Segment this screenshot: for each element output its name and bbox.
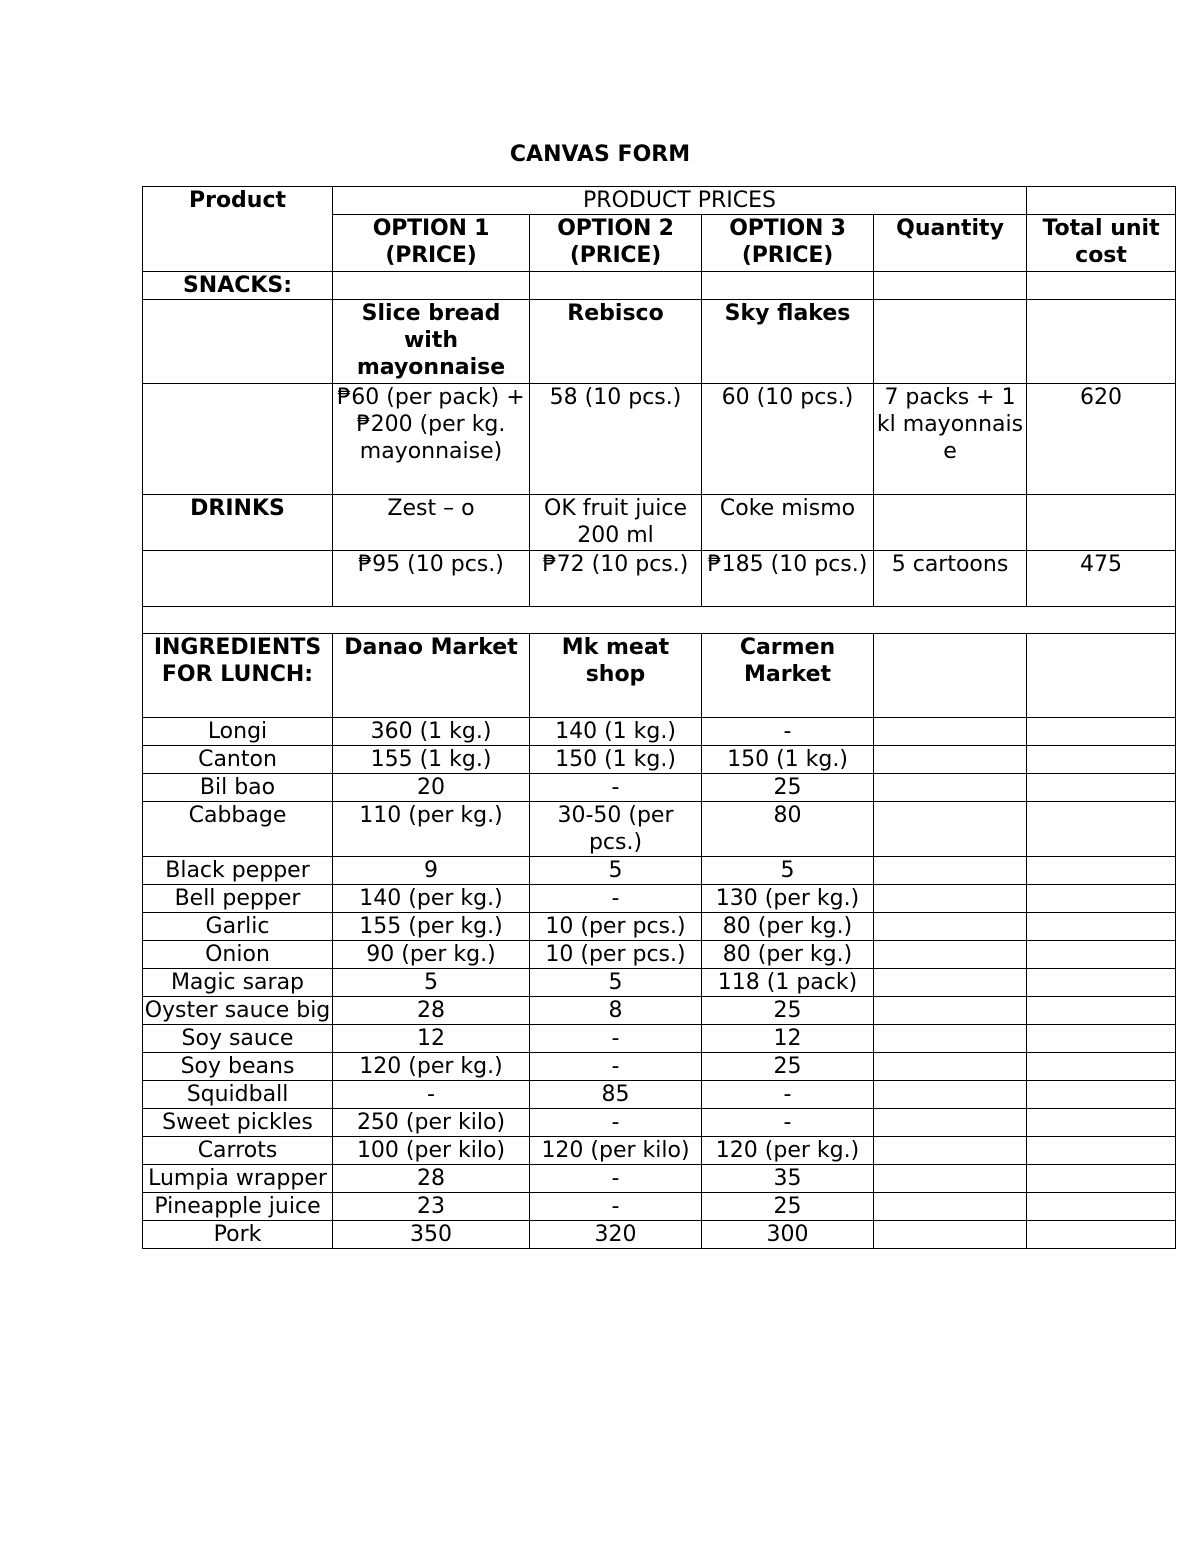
ingredient-price-option-2: 5 [530,857,702,885]
snacks-label: SNACKS: [143,272,333,300]
empty-cell [874,1165,1027,1193]
ingredient-name: Lumpia wrapper [143,1165,333,1193]
ingredient-name: Bil bao [143,774,333,802]
empty-cell [874,941,1027,969]
ingredient-price-option-2: 10 (per pcs.) [530,941,702,969]
empty-cell [874,913,1027,941]
empty-cell [1027,1221,1176,1249]
header-option-3: OPTION 3 (PRICE) [702,215,874,272]
drinks-quantity: 5 cartoons [874,551,1027,607]
ingredient-price-option-3: 35 [702,1165,874,1193]
spacer-row [143,607,1176,634]
ingredient-price-option-3: - [702,1081,874,1109]
empty-cell [1027,746,1176,774]
ingredient-price-option-2: 5 [530,969,702,997]
drink-price-3: ₱185 (10 pcs.) [702,551,874,607]
ingredient-price-option-1: 23 [333,1193,530,1221]
empty-cell [1027,1193,1176,1221]
empty-cell [1027,774,1176,802]
ingredient-row [143,746,1176,774]
canvas-table [142,186,1176,1249]
snacks-quantity: 7 packs + 1 kl mayonnaise [874,384,1027,495]
lunch-header-row [143,634,1176,718]
spacer-cell [143,607,1176,634]
ingredient-price-option-3: 12 [702,1025,874,1053]
ingredient-row [143,969,1176,997]
ingredient-price-option-1: - [333,1081,530,1109]
ingredient-price-option-3: 80 [702,802,874,857]
ingredient-price-option-1: 28 [333,1165,530,1193]
drinks-names-row [143,495,1176,551]
ingredient-price-option-2: - [530,1025,702,1053]
drinks-total: 475 [1027,551,1176,607]
empty-cell [874,1221,1027,1249]
ingredient-price-option-2: 120 (per kilo) [530,1137,702,1165]
empty-cell [702,272,874,300]
ingredient-price-option-3: 300 [702,1221,874,1249]
ingredient-price-option-1: 110 (per kg.) [333,802,530,857]
ingredient-price-option-2: 85 [530,1081,702,1109]
empty-cell [1027,969,1176,997]
drink-name-3: Coke mismo [702,495,874,551]
drink-price-1: ₱95 (10 pcs.) [333,551,530,607]
market-2: Mk meat shop [530,634,702,718]
empty-cell [1027,857,1176,885]
header-product-prices: PRODUCT PRICES [333,187,1027,215]
header-total: Total unit cost [1027,215,1176,272]
drinks-prices-row [143,551,1176,607]
empty-cell [1027,1165,1176,1193]
ingredient-price-option-3: 120 (per kg.) [702,1137,874,1165]
ingredient-price-option-3: 150 (1 kg.) [702,746,874,774]
empty-cell [874,997,1027,1025]
drinks-label: DRINKS [143,495,333,551]
ingredient-row [143,1137,1176,1165]
ingredient-name: Oyster sauce big [143,997,333,1025]
drink-price-2: ₱72 (10 pcs.) [530,551,702,607]
snacks-prices-row [143,384,1176,495]
drink-name-1: Zest – o [333,495,530,551]
empty-cell [143,551,333,607]
ingredient-price-option-1: 90 (per kg.) [333,941,530,969]
ingredient-price-option-2: 10 (per pcs.) [530,913,702,941]
empty-cell [333,272,530,300]
snacks-total: 620 [1027,384,1176,495]
ingredient-price-option-2: 150 (1 kg.) [530,746,702,774]
ingredient-name: Carrots [143,1137,333,1165]
empty-cell [874,1137,1027,1165]
ingredient-name: Pork [143,1221,333,1249]
ingredient-name: Pineapple juice [143,1193,333,1221]
ingredient-row [143,774,1176,802]
ingredient-price-option-2: - [530,1053,702,1081]
ingredient-row [143,1081,1176,1109]
empty-cell [874,1081,1027,1109]
ingredient-name: Squidball [143,1081,333,1109]
empty-cell [874,857,1027,885]
ingredient-row [143,1109,1176,1137]
snacks-section-row [143,272,1176,300]
empty-cell [874,746,1027,774]
ingredient-row [143,857,1176,885]
empty-cell [874,1025,1027,1053]
ingredient-price-option-3: 25 [702,1053,874,1081]
header-option-1: OPTION 1 (PRICE) [333,215,530,272]
empty-cell [1027,802,1176,857]
snack-price-1: ₱60 (per pack) +₱200 (per kg. mayonnaise) [333,384,530,495]
header-empty-cell [1027,187,1176,215]
empty-cell [1027,272,1176,300]
empty-cell [1027,885,1176,913]
ingredient-row [143,885,1176,913]
snack-price-2: 58 (10 pcs.) [530,384,702,495]
ingredient-price-option-2: 320 [530,1221,702,1249]
ingredient-price-option-1: 360 (1 kg.) [333,718,530,746]
ingredient-name: Black pepper [143,857,333,885]
empty-cell [1027,300,1176,384]
ingredient-name: Sweet pickles [143,1109,333,1137]
snack-name-2: Rebisco [530,300,702,384]
empty-cell [1027,1081,1176,1109]
empty-cell [1027,718,1176,746]
ingredient-name: Garlic [143,913,333,941]
empty-cell [874,718,1027,746]
ingredient-price-option-3: 25 [702,997,874,1025]
market-1: Danao Market [333,634,530,718]
ingredient-price-option-1: 12 [333,1025,530,1053]
empty-cell [874,495,1027,551]
ingredient-price-option-2: - [530,885,702,913]
ingredient-price-option-3: 25 [702,1193,874,1221]
ingredient-name: Soy sauce [143,1025,333,1053]
ingredient-price-option-3: 118 (1 pack) [702,969,874,997]
ingredient-price-option-1: 155 (1 kg.) [333,746,530,774]
market-3: Carmen Market [702,634,874,718]
ingredient-row [143,1025,1176,1053]
ingredient-name: Bell pepper [143,885,333,913]
empty-cell [530,272,702,300]
ingredient-price-option-3: 80 (per kg.) [702,941,874,969]
ingredient-price-option-1: 9 [333,857,530,885]
ingredient-price-option-2: - [530,1193,702,1221]
ingredient-row [143,1193,1176,1221]
ingredient-price-option-3: - [702,1109,874,1137]
ingredient-price-option-2: 8 [530,997,702,1025]
drink-name-2: OK fruit juice 200 ml [530,495,702,551]
empty-cell [1027,1025,1176,1053]
empty-cell [874,969,1027,997]
empty-cell [143,384,333,495]
empty-cell [1027,634,1176,718]
ingredient-row [143,997,1176,1025]
empty-cell [1027,997,1176,1025]
header-product: Product [143,187,333,272]
empty-cell [874,802,1027,857]
ingredient-name: Onion [143,941,333,969]
empty-cell [1027,913,1176,941]
ingredient-row [143,718,1176,746]
ingredient-price-option-1: 155 (per kg.) [333,913,530,941]
ingredient-price-option-2: 140 (1 kg.) [530,718,702,746]
snack-name-1: Slice bread with mayonnaise [333,300,530,384]
empty-cell [874,634,1027,718]
ingredient-name: Canton [143,746,333,774]
ingredient-price-option-2: - [530,1165,702,1193]
empty-cell [874,1053,1027,1081]
snacks-names-row [143,300,1176,384]
empty-cell [874,1193,1027,1221]
lunch-label: INGREDIENTS FOR LUNCH: [143,634,333,718]
ingredient-name: Magic sarap [143,969,333,997]
empty-cell [874,272,1027,300]
ingredient-name: Soy beans [143,1053,333,1081]
ingredient-row [143,802,1176,857]
empty-cell [1027,495,1176,551]
snack-price-3: 60 (10 pcs.) [702,384,874,495]
ingredient-name: Cabbage [143,802,333,857]
empty-cell [1027,1109,1176,1137]
ingredient-price-option-2: - [530,1109,702,1137]
ingredient-price-option-3: 5 [702,857,874,885]
empty-cell [143,300,333,384]
page-title: CANVAS FORM [509,142,691,167]
ingredient-price-option-1: 5 [333,969,530,997]
header-quantity: Quantity [874,215,1027,272]
ingredient-price-option-1: 120 (per kg.) [333,1053,530,1081]
ingredient-price-option-3: 130 (per kg.) [702,885,874,913]
ingredient-row [143,1165,1176,1193]
header-row-1 [143,187,1176,215]
ingredient-price-option-1: 250 (per kilo) [333,1109,530,1137]
ingredient-row [143,941,1176,969]
ingredient-row [143,1221,1176,1249]
ingredient-row [143,1053,1176,1081]
snack-name-3: Sky flakes [702,300,874,384]
empty-cell [874,300,1027,384]
empty-cell [874,885,1027,913]
ingredient-price-option-1: 20 [333,774,530,802]
empty-cell [874,1109,1027,1137]
empty-cell [1027,1053,1176,1081]
ingredient-price-option-1: 28 [333,997,530,1025]
ingredient-price-option-3: 25 [702,774,874,802]
empty-cell [874,774,1027,802]
ingredient-price-option-1: 140 (per kg.) [333,885,530,913]
ingredient-price-option-1: 100 (per kilo) [333,1137,530,1165]
ingredient-price-option-2: 30-50 (per pcs.) [530,802,702,857]
ingredient-price-option-3: - [702,718,874,746]
ingredient-name: Longi [143,718,333,746]
ingredient-price-option-3: 80 (per kg.) [702,913,874,941]
ingredient-row [143,913,1176,941]
empty-cell [1027,941,1176,969]
header-option-2: OPTION 2 (PRICE) [530,215,702,272]
ingredient-price-option-2: - [530,774,702,802]
ingredient-price-option-1: 350 [333,1221,530,1249]
empty-cell [1027,1137,1176,1165]
